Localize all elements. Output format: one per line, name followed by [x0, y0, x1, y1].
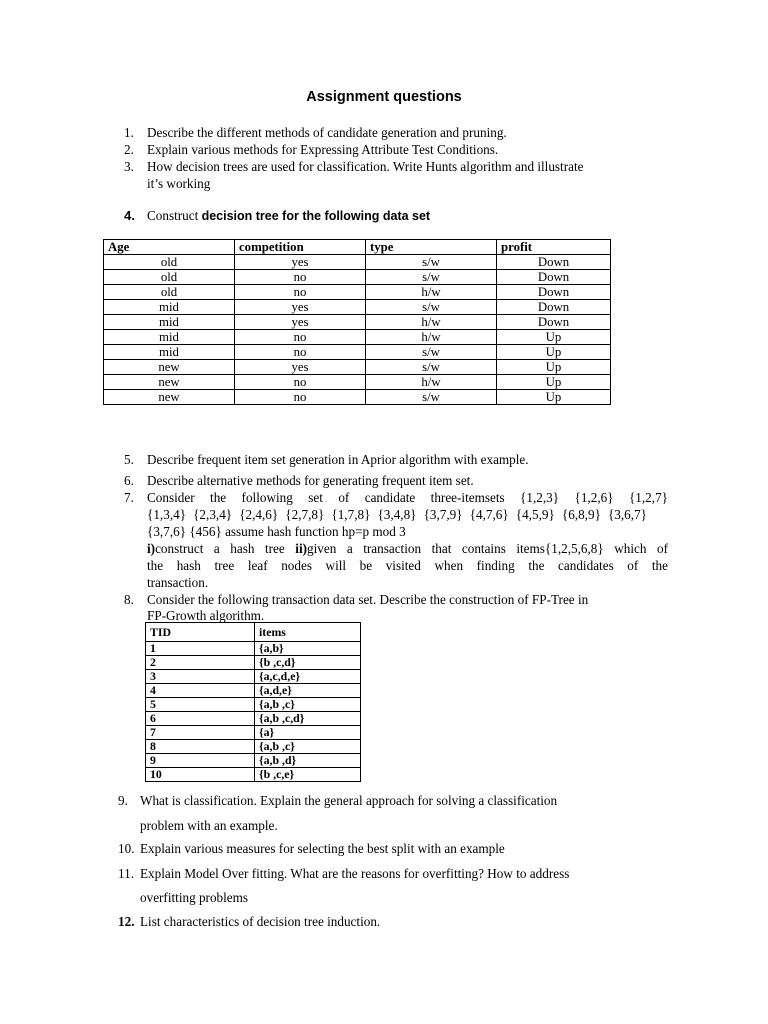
table-cell-type: h/w [366, 315, 497, 330]
table-row [104, 300, 611, 315]
q10-text: Explain various measures for selecting the best split with an example [140, 841, 505, 856]
table-cell-age: old [104, 285, 235, 300]
q7-line4 [147, 540, 668, 557]
q8-line1: Consider the following transaction data set. Describe the construction of FP-Tree in [147, 592, 589, 607]
col-type: type [366, 240, 497, 255]
q11-number: 11. [118, 866, 134, 881]
table-cell-competition: yes [235, 300, 366, 315]
table-cell-type: s/w [366, 360, 497, 375]
table-cell-type: s/w [366, 345, 497, 360]
q7-line5: the hash tree leaf nodes will be visited when finding the candidates of the [147, 558, 668, 573]
table-cell-profit: Down [497, 315, 611, 330]
table-cell-items: {a} [255, 726, 361, 740]
table-cell-type: h/w [366, 285, 497, 300]
q11-line2: overfitting problems [140, 890, 249, 905]
table-cell-type: s/w [366, 255, 497, 270]
table-cell-profit: Up [497, 375, 611, 390]
table-cell-type: s/w [366, 270, 497, 285]
decision-table-body [104, 255, 611, 405]
table-row [146, 684, 361, 698]
table-row [146, 670, 361, 684]
q7-line1: Consider the following set of candidate three-itemsets {1,2,3} {1,2,6} {1,2,7} [147, 490, 668, 505]
table-row [146, 754, 361, 768]
table-row [146, 740, 361, 754]
q12-text: List characteristics of decision tree induction. [140, 914, 381, 929]
q3-text: How decision trees are used for classification. Write Hunts algorithm and illustrate [147, 159, 584, 174]
table-cell-items: {b ,c,d} [255, 656, 361, 670]
table-cell-type: h/w [366, 330, 497, 345]
table-cell-competition: no [235, 285, 366, 300]
table-cell-profit: Up [497, 360, 611, 375]
table-cell-items: {a,b} [255, 642, 361, 656]
q4-lead: Construct [147, 208, 202, 223]
col-profit: profit [497, 240, 611, 255]
table-cell-profit: Up [497, 345, 611, 360]
q7-number: 7. [124, 490, 134, 505]
q4-rest: decision tree for the following data set [201, 209, 431, 223]
table-cell-competition: yes [235, 360, 366, 375]
q5-number: 5. [124, 452, 134, 467]
q3-number: 3. [124, 159, 134, 174]
table-row [104, 315, 611, 330]
table-cell-profit: Down [497, 255, 611, 270]
table-row [104, 330, 611, 345]
table-row [146, 712, 361, 726]
table-cell-tid: 6 [146, 712, 255, 726]
table-cell-age: new [104, 390, 235, 405]
q7-line2: {1,3,4} {2,3,4} {2,4,6} {2,7,8} {1,7,8} {3,4,8} {3,7,9} {4,7,6} {4,5,9} {6,8,9} {3,6,7} [147, 507, 647, 522]
table-cell-tid: 5 [146, 698, 255, 712]
q11-line1: Explain Model Over fitting. What are the reasons for overfitting? How to address [140, 866, 570, 881]
table-row [146, 726, 361, 740]
q7-line6: transaction. [147, 575, 209, 590]
table-cell-age: mid [104, 300, 235, 315]
table-row [104, 390, 611, 405]
table-cell-age: old [104, 270, 235, 285]
table-cell-profit: Down [497, 270, 611, 285]
q9-line2: problem with an example. [140, 818, 278, 833]
q2-number: 2. [124, 142, 134, 157]
col-items: items [255, 623, 361, 642]
table-cell-competition: no [235, 330, 366, 345]
table-cell-age: new [104, 360, 235, 375]
q6-text: Describe alternative methods for generating frequent item set. [147, 473, 474, 488]
page-title: Assignment questions [306, 89, 462, 105]
q7-line3: {3,7,6} {456} assume hash function hp=p mod 3 [147, 524, 406, 539]
q9-number: 9. [118, 793, 128, 808]
decision-data-table [103, 239, 611, 405]
q3-text-cont: it’s working [147, 176, 211, 191]
table-cell-tid: 2 [146, 656, 255, 670]
table-cell-profit: Down [497, 285, 611, 300]
table-cell-tid: 7 [146, 726, 255, 740]
q1-number: 1. [124, 125, 134, 140]
transaction-table-body [146, 642, 361, 782]
table-cell-tid: 10 [146, 768, 255, 782]
table-cell-age: mid [104, 315, 235, 330]
table-cell-age: mid [104, 345, 235, 360]
table-cell-type: h/w [366, 375, 497, 390]
q8-number: 8. [124, 592, 134, 607]
table-cell-profit: Up [497, 390, 611, 405]
table-row [146, 768, 361, 782]
table-cell-items: {a,d,e} [255, 684, 361, 698]
table-row [104, 345, 611, 360]
transaction-table [145, 622, 361, 782]
table-cell-tid: 9 [146, 754, 255, 768]
q4-number: 4. [124, 208, 135, 223]
q4-text [147, 207, 430, 225]
table-cell-competition: no [235, 345, 366, 360]
table-cell-competition: no [235, 270, 366, 285]
table-cell-age: mid [104, 330, 235, 345]
table-cell-type: s/w [366, 390, 497, 405]
table-cell-items: {a,b ,c} [255, 740, 361, 754]
q2-text: Explain various methods for Expressing Attribute Test Conditions. [147, 142, 499, 157]
table-cell-age: old [104, 255, 235, 270]
table-cell-tid: 4 [146, 684, 255, 698]
table-row [146, 656, 361, 670]
table-cell-items: {b ,c,e} [255, 768, 361, 782]
table-row [104, 285, 611, 300]
q12-number: 12. [118, 914, 135, 929]
table-row [104, 375, 611, 390]
q1-text: Describe the different methods of candidate generation and pruning. [147, 125, 507, 140]
table-cell-items: {a,b ,d} [255, 754, 361, 768]
table-row [104, 360, 611, 375]
table-row [146, 642, 361, 656]
q9-line1: What is classification. Explain the general approach for solving a classification [140, 793, 558, 808]
table-header-row [104, 240, 611, 255]
q10-number: 10. [118, 841, 135, 856]
col-age: Age [104, 240, 235, 255]
q8-line2: FP-Growth algorithm. [147, 608, 265, 623]
table-row [104, 270, 611, 285]
table-header-row [146, 623, 361, 642]
table-cell-profit: Up [497, 330, 611, 345]
table-cell-tid: 3 [146, 670, 255, 684]
table-cell-competition: yes [235, 315, 366, 330]
table-cell-tid: 1 [146, 642, 255, 656]
table-cell-competition: yes [235, 255, 366, 270]
table-cell-items: {a,b ,c,d} [255, 712, 361, 726]
q6-number: 6. [124, 473, 134, 488]
table-cell-tid: 8 [146, 740, 255, 754]
table-cell-items: {a,b ,c} [255, 698, 361, 712]
table-row [104, 255, 611, 270]
table-cell-age: new [104, 375, 235, 390]
q7-sub1-text: construct a hash tree [155, 541, 296, 556]
q5-text: Describe frequent item set generation in Aprior algorithm with example. [147, 452, 529, 467]
q7-sub1-label: i) [147, 541, 156, 556]
table-cell-type: s/w [366, 300, 497, 315]
q7-sub2-label: ii) [295, 541, 308, 556]
col-competition: competition [235, 240, 366, 255]
table-cell-competition: no [235, 390, 366, 405]
table-cell-items: {a,c,d,e} [255, 670, 361, 684]
table-row [146, 698, 361, 712]
col-tid: TID [146, 623, 255, 642]
table-cell-competition: no [235, 375, 366, 390]
q7-sub2-text: given a transaction that contains items{1,2,5,6,8} which of [307, 541, 668, 556]
table-cell-profit: Down [497, 300, 611, 315]
